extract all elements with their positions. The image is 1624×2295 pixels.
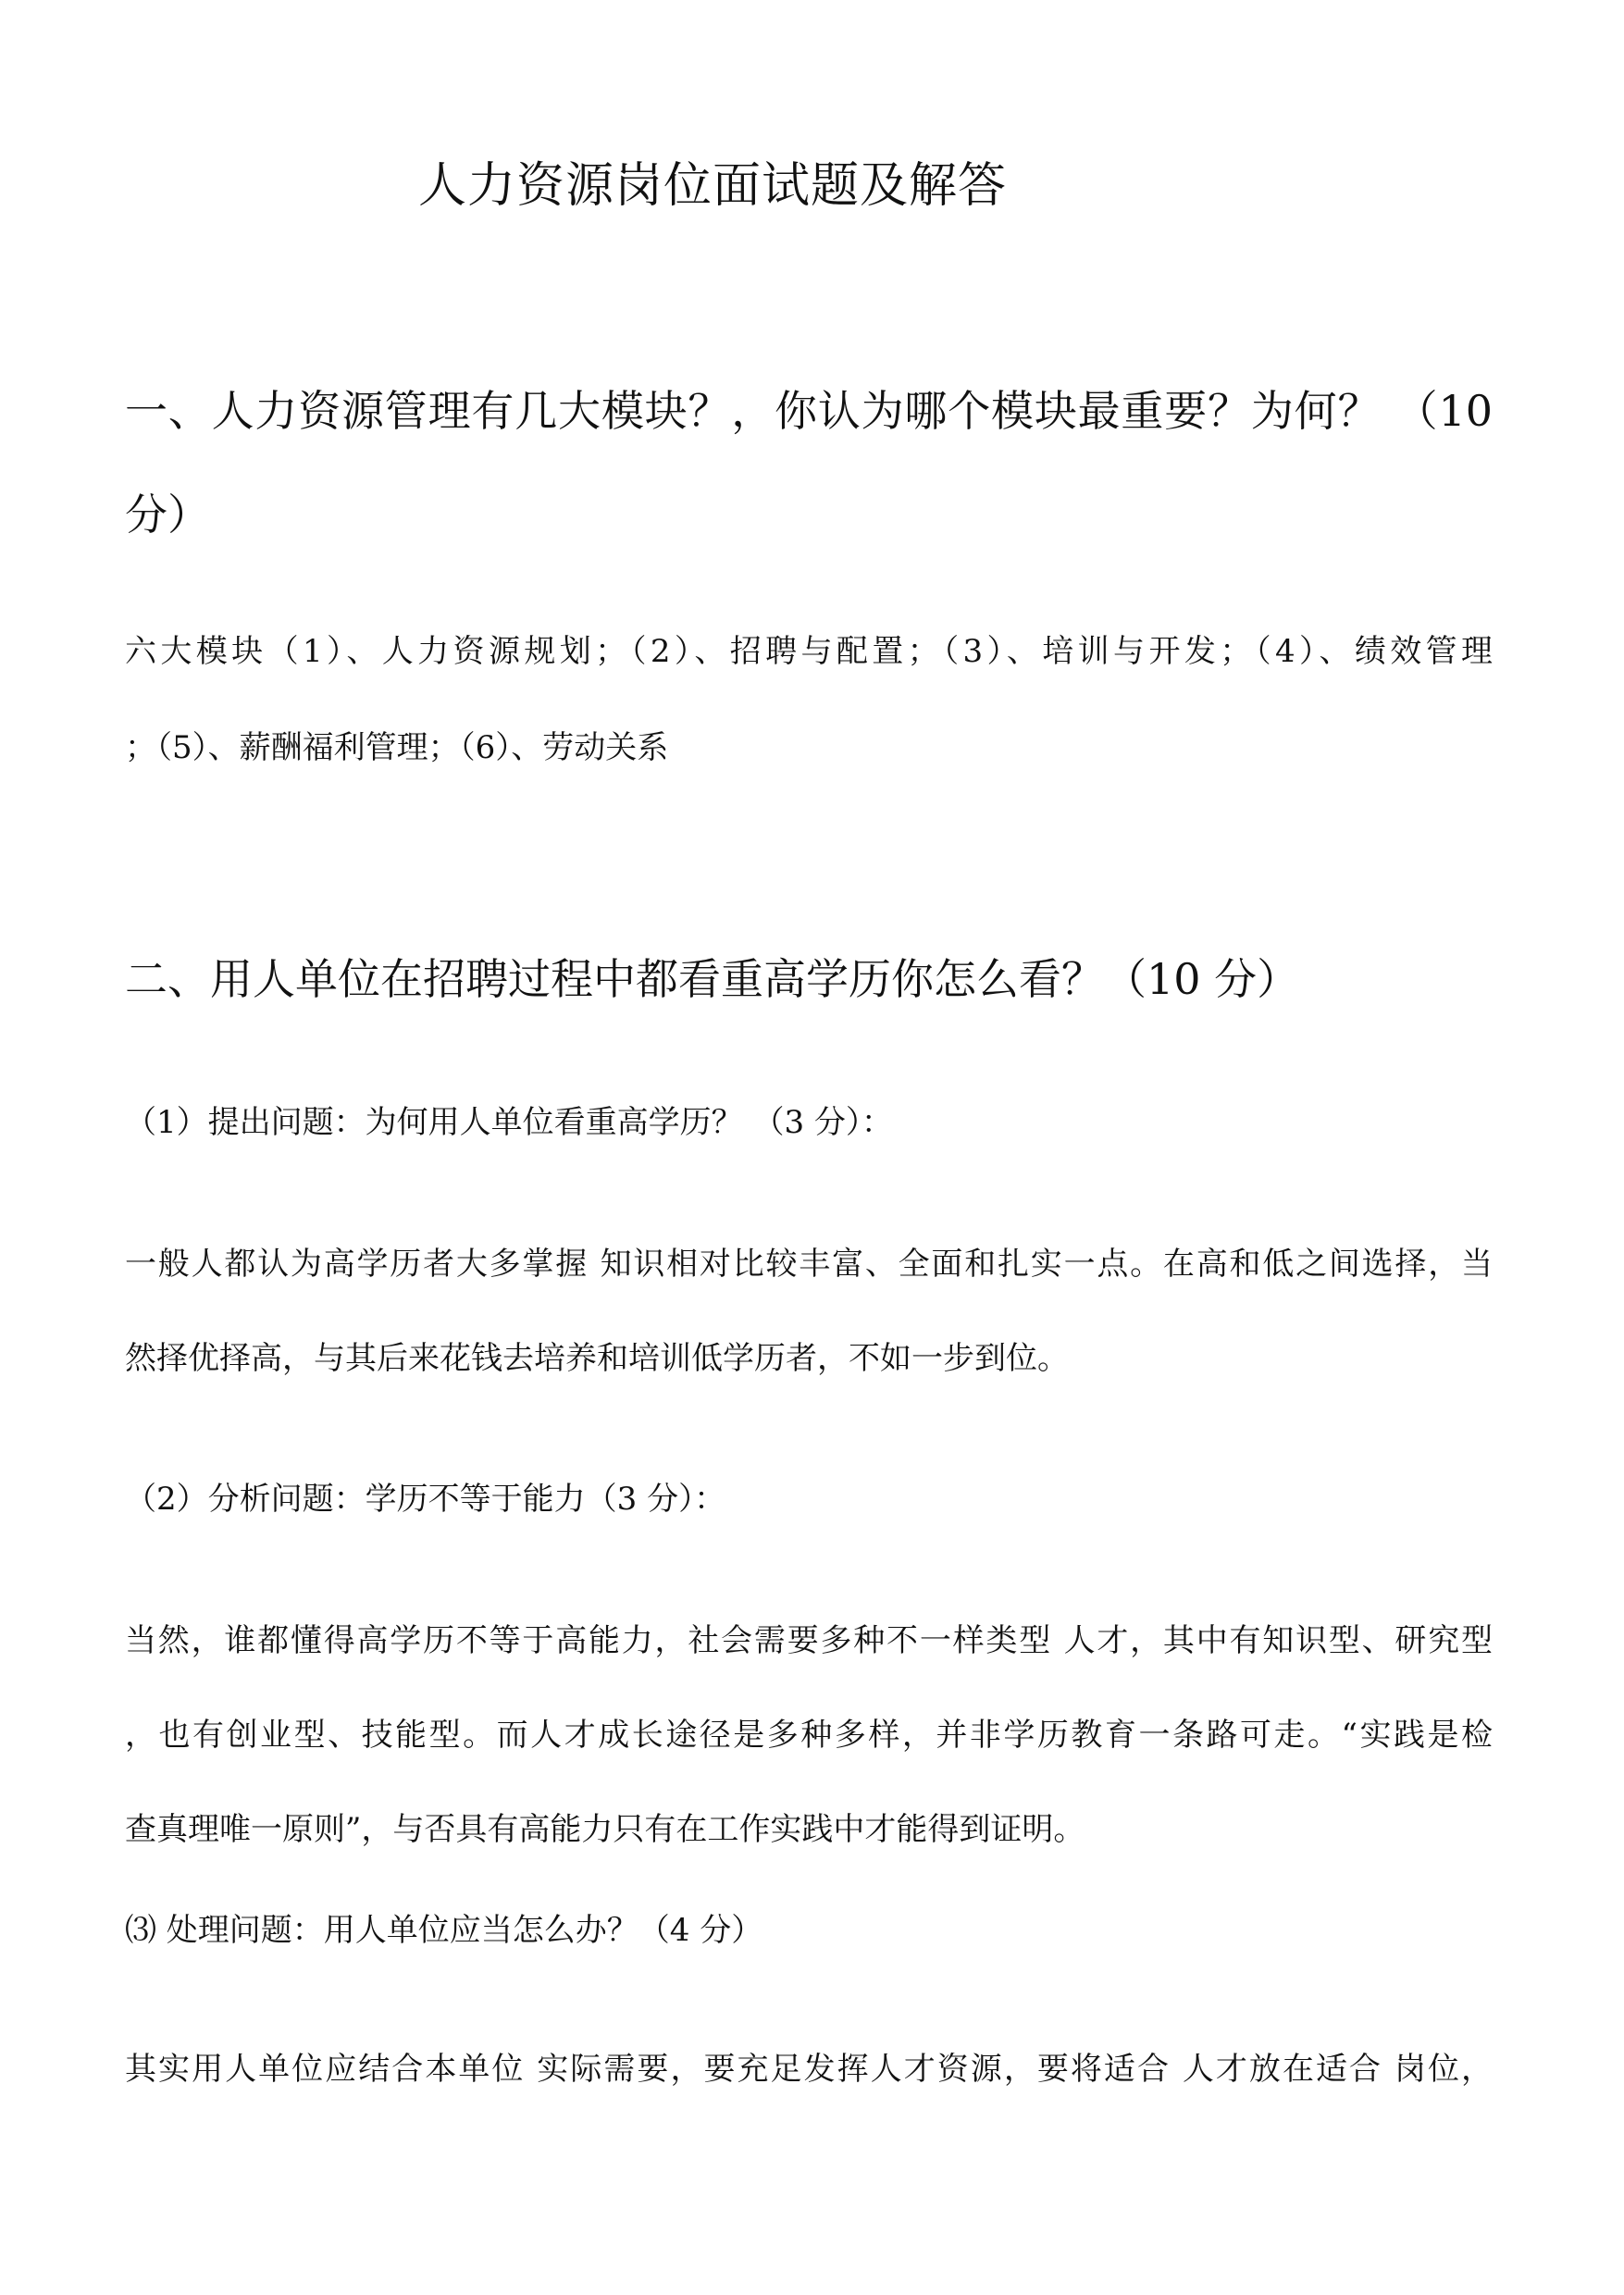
paragraph-1-line-2: 然择优择高，与其后来花钱去培养和培训低学历者，不如一步到位。 (125, 1340, 1069, 1377)
subheading-1: （1）提出问题：为何用人单位看重高学历？ （3 分）： (125, 1104, 893, 1141)
subheading-2: （2）分析问题：学历不等于能力（3 分）： (125, 1481, 726, 1518)
question-1-text: 一、人力资源管理有几大模块？，你认为哪个模块最重要？为何？ （10 (125, 386, 1493, 436)
paragraph-2-line-3: 查真理唯一原则”，与否具有高能力只有在工作实践中才能得到证明。 (125, 1811, 1085, 1848)
document-title: 人力资源岗位面试题及解答 (418, 158, 1008, 214)
question-2-text: 二、用人单位在招聘过程中都看重高学历你怎么看？（10 分） (125, 954, 1300, 1004)
paragraph-1-line-1: 一般人都认为高学历者大多掌握 知识相对比较丰富、全面和扎实一点。在高和低之间选择，当 (125, 1246, 1493, 1283)
subheading-3: ⑶ 处理问题：用人单位应当怎么办？（4 分） (125, 1912, 763, 1949)
answer-1-text-cont: ；（5）、薪酬福利管理；（6）、劳动关系 (125, 729, 669, 766)
paragraph-3-line-1: 其实用人单位应结合本单位 实际需要，要充足发挥人才资源，要将适合 人才放在适合 岗位， (125, 2051, 1493, 2088)
paragraph-2-line-1: 当然，谁都懂得高学历不等于高能力，社会需要多种不一样类型 人才，其中有知识型、研究型 (125, 1622, 1493, 1659)
answer-1-text: 六大模块（1）、人力资源规划；（2）、招聘与配置；（3）、培训与开发；（4）、绩效管理 (125, 633, 1493, 670)
paragraph-2-line-2: ，也有创业型、技能型。而人才成长途径是多种多样，并非学历教育一条路可走。“实践是检 (125, 1717, 1493, 1754)
question-1-text-cont: 分） (125, 490, 210, 540)
